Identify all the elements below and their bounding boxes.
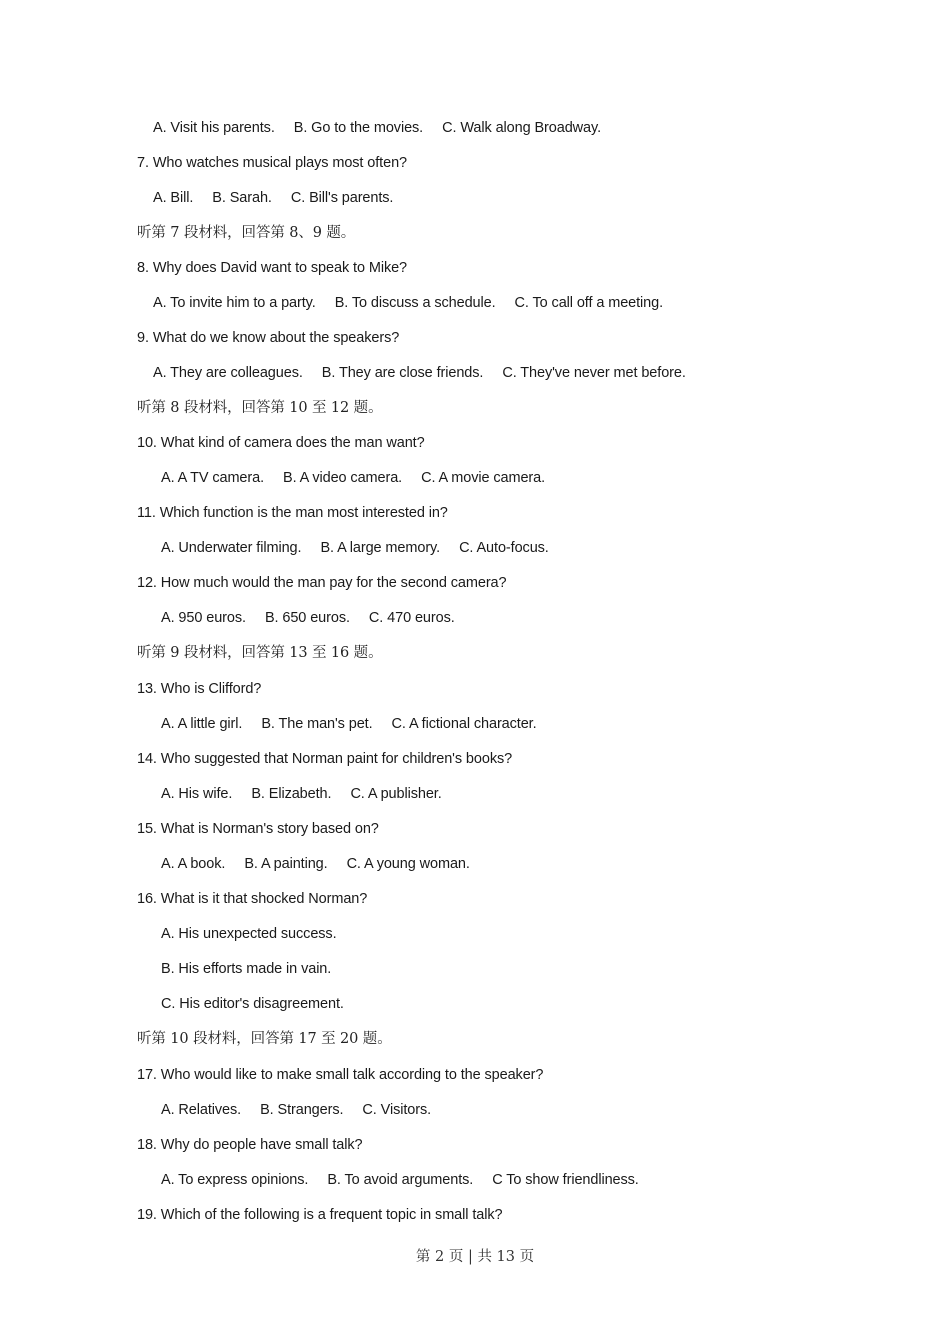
- answer-options: [161, 959, 331, 979]
- answer-options: [161, 1170, 639, 1190]
- answer-option: A. A book.: [161, 856, 226, 872]
- page-footer: 第 2 页 | 共 13 页: [415, 1249, 535, 1265]
- answer-option: B. They are close friends.: [321, 365, 484, 381]
- answer-options: [161, 994, 344, 1014]
- section-instruction: 听第 9 段材料，回答第 13 至 16 题。: [137, 645, 383, 661]
- question-text: 16. What is it that shocked Norman?: [137, 891, 368, 907]
- answer-option: C. To call off a meeting.: [514, 295, 664, 311]
- answer-option: C. A fictional character.: [391, 716, 537, 732]
- answer-options: [161, 854, 470, 874]
- answer-option: A. To express opinions.: [161, 1172, 309, 1188]
- answer-option: A. 950 euros.: [161, 610, 246, 626]
- answer-option: C. Bill's parents.: [290, 190, 394, 206]
- question-text: 18. Why do people have small talk?: [137, 1137, 363, 1153]
- answer-option: B. A painting.: [244, 856, 328, 872]
- question-text: 9. What do we know about the speakers?: [137, 330, 400, 346]
- answer-options: [161, 608, 455, 628]
- answer-options: [153, 363, 686, 383]
- answer-option: A. They are colleagues.: [153, 365, 303, 381]
- answer-options: [161, 924, 337, 944]
- question-text: 17. Who would like to make small talk according to the speaker?: [137, 1067, 544, 1083]
- answer-option: C. 470 euros.: [368, 610, 455, 626]
- answer-options: [153, 188, 393, 208]
- answer-options: [161, 1100, 431, 1120]
- question-text: 12. How much would the man pay for the second camera?: [137, 575, 507, 591]
- answer-options: [161, 714, 537, 734]
- answer-option: B. To discuss a schedule.: [334, 295, 496, 311]
- answer-option: B. Elizabeth.: [251, 786, 332, 802]
- answer-option: A. Underwater filming.: [161, 540, 302, 556]
- answer-option: A. A little girl.: [161, 716, 243, 732]
- question-text: 15. What is Norman's story based on?: [137, 821, 379, 837]
- question-text: 8. Why does David want to speak to Mike?: [137, 260, 408, 276]
- answer-option: C. Auto-focus.: [459, 540, 549, 556]
- section-instruction: 听第 10 段材料，回答第 17 至 20 题。: [137, 1031, 392, 1047]
- answer-option: A. Bill.: [153, 190, 194, 206]
- answer-options: [161, 784, 442, 804]
- answer-option: B. The man's pet.: [261, 716, 373, 732]
- answer-option: B. His efforts made in vain.: [161, 961, 332, 977]
- answer-option: B. To avoid arguments.: [327, 1172, 474, 1188]
- answer-option: C. A movie camera.: [421, 470, 546, 486]
- answer-option: B. A video camera.: [283, 470, 403, 486]
- answer-option: B. Sarah.: [212, 190, 272, 206]
- answer-option: C. Visitors.: [362, 1102, 432, 1118]
- answer-option: C. They've never met before.: [502, 365, 686, 381]
- question-text: 19. Which of the following is a frequent topic in small talk?: [137, 1207, 503, 1223]
- question-text: 11. Which function is the man most interested in?: [137, 505, 448, 521]
- answer-option: B. A large memory.: [320, 540, 441, 556]
- answer-option: A. To invite him to a party.: [153, 295, 316, 311]
- question-text: 14. Who suggested that Norman paint for children's books?: [137, 751, 513, 767]
- answer-option: B. Go to the movies.: [293, 120, 424, 136]
- question-text: 13. Who is Clifford?: [137, 681, 262, 697]
- answer-option: C To show friendliness.: [492, 1172, 639, 1188]
- section-instruction: 听第 7 段材料，回答第 8、9 题。: [137, 225, 356, 241]
- question-text: 7. Who watches musical plays most often?: [137, 155, 408, 171]
- answer-option: C. His editor's disagreement.: [161, 996, 344, 1012]
- section-instruction: 听第 8 段材料，回答第 10 至 12 题。: [137, 400, 383, 416]
- answer-option: A. His wife.: [161, 786, 233, 802]
- question-text: 10. What kind of camera does the man want?: [137, 435, 425, 451]
- answer-option: C. Walk along Broadway.: [442, 120, 602, 136]
- answer-option: C. A young woman.: [346, 856, 470, 872]
- answer-option: C. A publisher.: [350, 786, 442, 802]
- answer-options: [161, 468, 545, 488]
- answer-option: A. A TV camera.: [161, 470, 265, 486]
- answer-options: [153, 118, 601, 138]
- answer-options: [153, 293, 663, 313]
- answer-option: A. Visit his parents.: [153, 120, 275, 136]
- answer-option: B. Strangers.: [260, 1102, 344, 1118]
- answer-option: B. 650 euros.: [264, 610, 350, 626]
- answer-option: A. His unexpected success.: [161, 926, 337, 942]
- answer-option: A. Relatives.: [161, 1102, 242, 1118]
- answer-options: [161, 538, 549, 558]
